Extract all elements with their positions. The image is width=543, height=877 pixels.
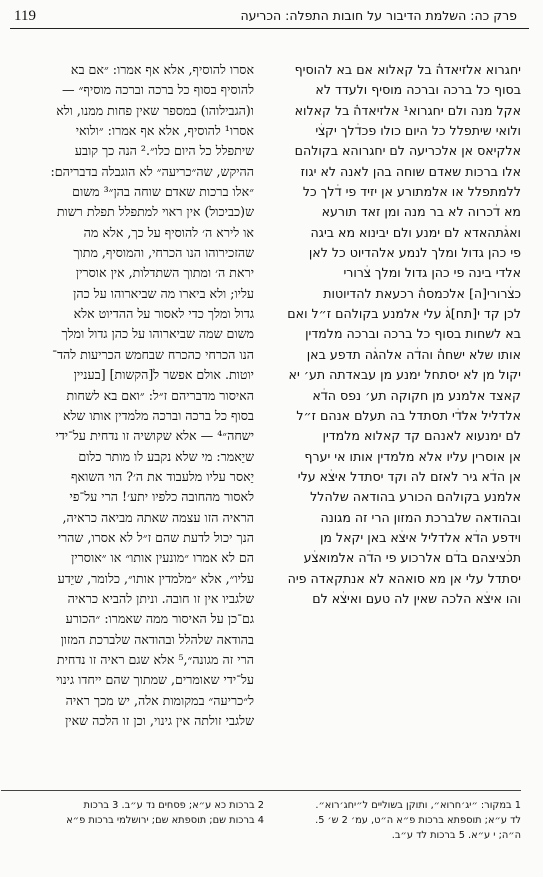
text-line: עליו״, אלא ״מלמדין אותו״, כלומר, שיֵדע xyxy=(57,570,254,586)
text-line: להוסיף בסוף כל ברכה וברכה מוסיף״ — xyxy=(62,82,254,98)
text-line: הם לא אמרו ״מונעין אותו״ או ״אוסרין xyxy=(71,550,254,566)
text-line: אלו ברכות שאדם שוחה בהן לאנה לא יגוז xyxy=(300,163,521,179)
text-line: ללמתפלל או אלמתורע אן יזיד פי דׄלך כל xyxy=(302,184,521,200)
text-line: הנו הכרחי כהכרח שבחמש הכריעות להד־ xyxy=(52,346,254,362)
text-line: שיתפלל כל היום כלו״.² הנה כך קובע xyxy=(74,143,254,159)
text-line: הרי זה מגונה״,⁵ אלא שגם ראיה זו נדחית xyxy=(56,651,254,667)
footnotes-left xyxy=(14,798,264,828)
text-line: אסרו להוסיף, אלא אף אמרו: ״אם בא xyxy=(70,62,254,77)
text-line: משום שמה שביארוהו על כהן גדול ומלך xyxy=(61,326,254,342)
header-rule xyxy=(10,28,529,29)
text-line: יֵאסר עליו מלעבוד את ה׳? הוי השואף xyxy=(71,468,254,484)
text-line: על־ידי שאומרים, שמתוך שהם ייחדו גינוי xyxy=(56,672,254,688)
text-line: מא דׄכרוה לא בר מנה ומן זאד תורעא xyxy=(321,204,521,220)
text-line: יחגרוא אלזיאדה֗ בל קאלוא אם בא להוסיף xyxy=(294,62,521,77)
text-line: ובהודאה שלברכת המזון הרי זה מגונה xyxy=(320,509,521,525)
running-head: פרק כה: השלמת הדיבור על חובות התפלה: הכריעה xyxy=(240,8,517,23)
text-line: או לירא ה׳ להוסיף על כך, אלא מה xyxy=(83,224,254,240)
left-column-hebrew-translation xyxy=(16,60,254,731)
text-line: אלקיאס אן אלכריעה לם יחגרוהא בקולהם xyxy=(294,143,521,159)
text-line: שלגבי זולתה אין גינוי, וכן זו הלכה שאין xyxy=(65,713,254,728)
text-line: אלדי בינה פי כהן גדול ומלך צׄרורי xyxy=(343,265,521,281)
text-line: שהזכירוהו הנו הכרחי, והמוסיף, מתוך xyxy=(73,245,254,261)
footnote-line: 4 ברכות שם; תוספתא שם; ירושלמי ברכות פ״א xyxy=(66,815,264,826)
text-line: אסרו¹ להוסיף, אלא אף אמרו: ״ולואי xyxy=(75,123,254,139)
text-line: שלגביו אין זו חובה. וניתן להביא כראיה xyxy=(67,590,254,606)
text-line: אותו שלא ישחה֗ והדׄה אלהגׄה תדפע באן xyxy=(306,346,521,362)
text-line: יסתדל עלי אן מא סואהא לא אנתקאדה פיה xyxy=(287,570,521,586)
text-line: האיסור מדבריהם ז״ל: ״ואם בא לשחות xyxy=(66,387,254,403)
text-line: הראיה הזו עצמה שאתה מביאה כראיה, xyxy=(62,509,254,525)
text-line: גדול ומלך כדי לאסור על ההדיוט אלא xyxy=(73,306,254,322)
text-line: אלמנע בקולהם הכורע בהודאה שלהלל xyxy=(310,489,521,505)
text-line: אן הדׄא גיר לאזם לה וקד יסתדל איצׄא עלי xyxy=(297,468,521,484)
text-line: ״אלו ברכות שאדם שוחה בהן״³ משום xyxy=(72,184,254,200)
text-line: אלדליל אלדׄי תסתדל בה תעלם אנהם ז״ל xyxy=(296,407,521,423)
text-line: לאסור מהחובה כלפיו יתע׳! הרי על־פי xyxy=(69,489,254,505)
text-line: ישחה״⁴ — אלא שקושיה זו נדחית על־ידי xyxy=(55,428,254,444)
text-line: בא לשחות בסוף כל ברכה וברכה מלמדין xyxy=(305,326,521,342)
text-line: יראת ה׳ ומתוך השתדלות, אין אוסרין xyxy=(75,265,254,281)
text-line: בסוף כל ברכה וברכה מלמדין אותו שלא xyxy=(62,407,254,423)
footnote-line: 1 במקור: ״יג׳חרוא״, ותוקן בשוליים ל״יחג׳רוא״. xyxy=(315,800,521,811)
text-line: ו(הגבילוהו) במספר שאין פחות ממנו, ולא xyxy=(56,102,254,118)
text-line: יקול מן לא יסתחל ימנע מן עבאדתה תע׳ יא xyxy=(288,367,521,383)
text-line: ההיקש, שה״כריעה״ לא הוגבלה בדבריהם: xyxy=(50,163,254,179)
text-line: הנך יכול לדעת שהם ז״ל לא אסרו, שהרי xyxy=(57,529,254,545)
text-line: אקל מנה ולם יחגרוא¹ אלזיאדה֗ בל קאלוא xyxy=(294,102,521,118)
text-line: והו איצׄא הלכה שאין לה טעם ואיצׄא לם xyxy=(312,590,521,606)
text-line: שיֵאמר: מי שלא נקבע לו מותר כלום xyxy=(78,448,254,464)
text-line: עליו; ולא ביארו מה שביארוהו על כהן xyxy=(73,285,254,301)
text-line: ולואי שיתפלל כל היום כולו פכדׄלך יקצׄי xyxy=(315,123,521,139)
right-column-judeo-arabic xyxy=(283,60,521,609)
page-number: 119 xyxy=(14,8,36,24)
text-line: לכן קד י[תח]גׄ עלי אלמנע בקולהם ז״ל ואם xyxy=(287,306,521,322)
text-line: גם־כן על האיסור ממה שאמרו: ״הכורע xyxy=(65,611,254,627)
text-line: ל״כריעה״ במקומות אלה, יש מכך ראיה xyxy=(65,692,254,708)
text-line: בהודאה שלהלל ובהודאה שלברכת המזון xyxy=(60,631,254,647)
text-line: אן אוסרין עליו אלא מלמדין אותו אי יערף xyxy=(304,448,521,464)
text-line: ואגׄתהאדא לם ימנע ולם יבינוא מא ביגה xyxy=(310,224,521,240)
text-line: יוטות. אולם אפשר ל[הקשות] [בעניין xyxy=(73,367,254,383)
text-line: בסוף כל ברכה וברכה מוסיף ולעדד לא xyxy=(315,82,521,98)
footnote-line: לד ע״א; תוספתא ברכות פ״א ה״ט, עמ׳ 2 ש׳ 5. xyxy=(315,815,521,826)
text-line: לם ימנעוא לאנהם קד קאלוא מלמדין xyxy=(322,428,521,444)
text-line: תכׄציצהם בדׄם אלרכוע פי הדׄה אלמואצׄע xyxy=(303,550,521,566)
footnote-line: 2 ברכות כא ע״א; פסחים נד ע״ב. 3 ברכות xyxy=(83,800,264,811)
text-line: ש(כביכול) אין ראוי למתפלל תפלת רשות xyxy=(56,204,254,220)
text-line: וידפע הדׄא אלדליל איצׄא באן יקאל מן xyxy=(319,529,521,545)
text-line: כצׄרורי[ה] אלכמסה֗ רכעאת להדיוטות xyxy=(323,285,521,301)
footnote-rule xyxy=(1,790,521,791)
text-line: פי כהן גדול ומלך לנמע אלהדיוט כל לאן xyxy=(308,245,521,261)
footnotes-right xyxy=(271,798,521,843)
text-line: קאצד אלמנע מן חקוקה תע׳ נפס הדׄא xyxy=(312,387,521,403)
footnote-line: ה״ה; י ע״א. 5 ברכות לד ע״ב. xyxy=(391,830,521,841)
